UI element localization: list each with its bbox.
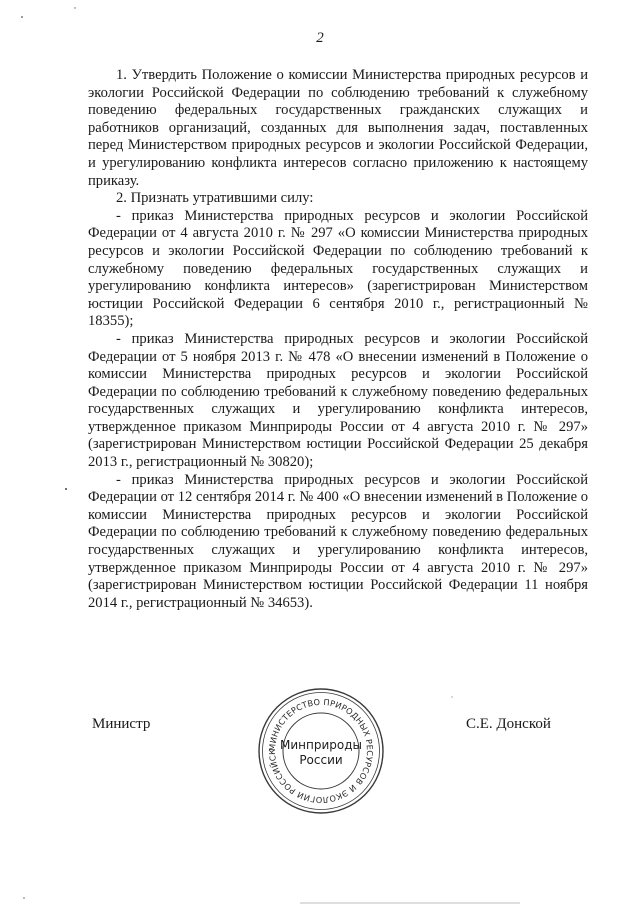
signatory-name: С.Е. Донской [466, 716, 551, 732]
seal-center-line1: Минприроды [280, 738, 362, 752]
paragraph-revoke-heading: 2. Признать утратившими силу: [116, 190, 314, 207]
official-seal [256, 686, 386, 816]
paragraph-approve-regulation: 1. Утвердить Положение о комиссии Министерства природных ресурсов и экологии Российской Федерации по соблюдению требований к служебному поведению федеральных государственных гражданских служащих и работников организаций, созданных для выполнения задач, поставленных перед Министерством природных ресурсов и экологии Российской Федерации, и урегулированию конфликта интересов согласно приложению к настоящему приказу. [88, 67, 588, 189]
document-body [88, 67, 588, 612]
page-number: 2 [316, 30, 324, 46]
paragraph-revoked-order-297: - приказ Министерства природных ресурсов и экологии Российской Федерации от 4 августа 2010 г. № 297 «О комиссии Министерства природных ресурсов и экологии Российской Федерации по соблюдению требований к служебному поведению федеральных государственных служащих и урегулированию конфликта интересов» (зарегистрирован Министерством юстиции Российской Федерации 6 сентября 2010 г., регистрационный № 18355); [88, 207, 588, 330]
seal-ring-text: МИНИСТЕРСТВО ПРИРОДНЫХ РЕСУРСОВ И ЭКОЛОГИИ РОССИЙСК [266, 696, 376, 806]
signature-title: Министр [92, 716, 151, 732]
paragraph-revoked-order-400: - приказ Министерства природных ресурсов и экологии Российской Федерации от 12 сентября 2014 г. № 400 «О внесении изменений в Положение о комиссии Министерства природных ресурсов и экологии Российской Федерации по соблюдению требований к служебному поведению федеральных государственных служащих и урегулированию конфликта интересов, утвержденное приказом Минприроды России от 4 августа 2010 г. № 297» (зарегистрирован Министерством юстиции Российской Федерации 11 ноября 2014 г., регистрационный № 34653). [88, 471, 588, 611]
seal-stamp-graphic [256, 686, 386, 816]
paragraph-revoked-order-478: - приказ Министерства природных ресурсов и экологии Российской Федерации от 5 ноября 2013 г. № 478 «О внесении изменений в Положение о комиссии Министерства природных ресурсов и экологии Российской Федерации по соблюдению требований к служебному поведению федеральных государственных служащих и урегулированию конфликта интересов, утвержденное приказом Минприроды России от 4 августа 2010 г. № 297» (зарегистрирован Министерством юстиции Российской Федерации 25 декабря 2013 г., регистрационный № 30820); [88, 330, 588, 471]
seal-center-line2: России [299, 753, 343, 767]
